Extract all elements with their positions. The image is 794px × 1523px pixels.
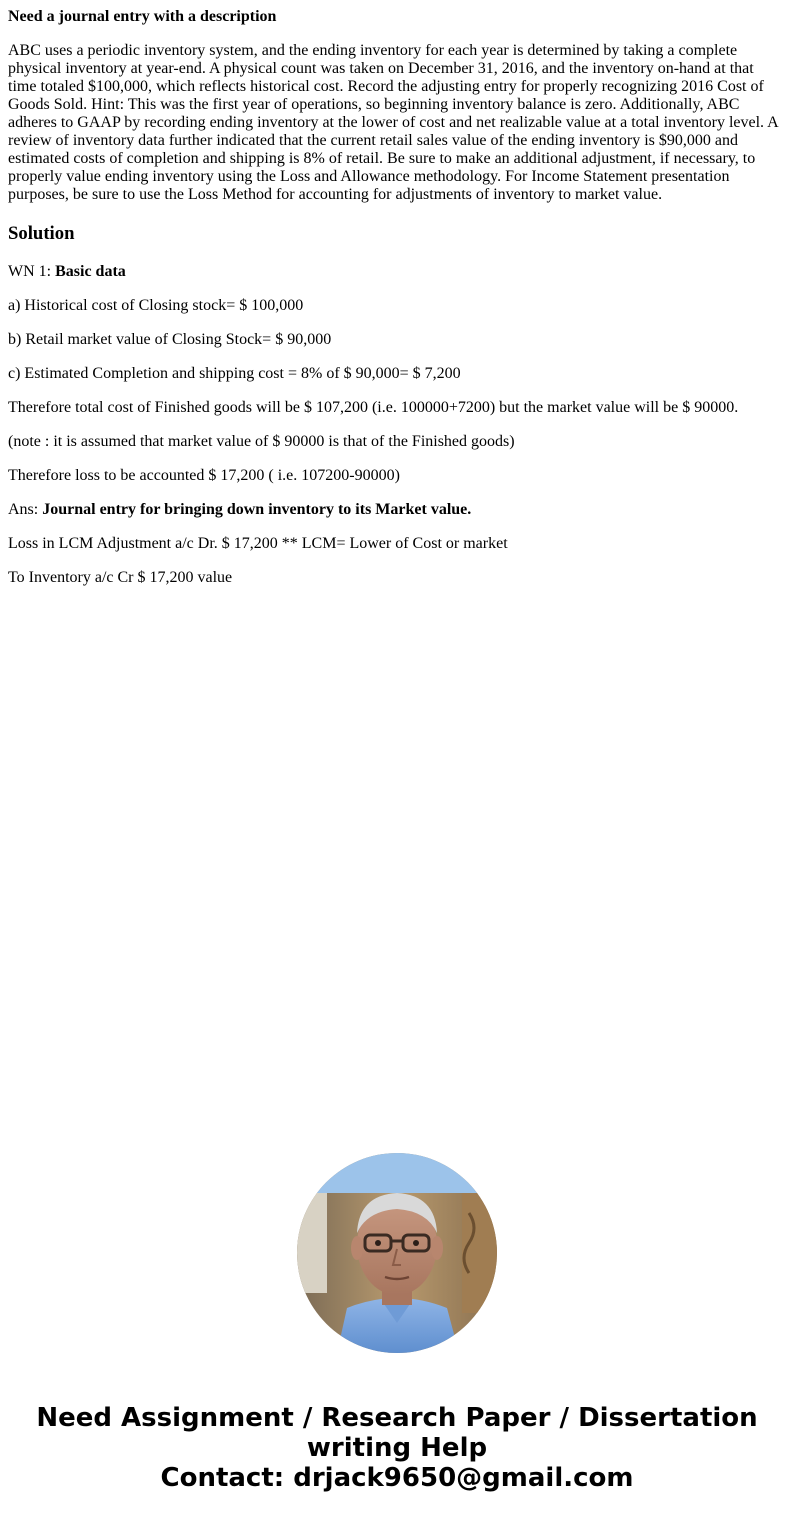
answer-title: Journal entry for bringing down inventory to its Market value. — [42, 501, 472, 518]
answer-prefix: Ans: — [8, 501, 43, 518]
answer-heading — [8, 501, 786, 519]
document-content — [8, 0, 786, 587]
solution-heading: Solution — [8, 223, 75, 244]
solution-line-b: b) Retail market value of Closing Stock= $ 90,000 — [8, 331, 332, 348]
solution-line-note: (note : it is assumed that market value of $ 90000 is that of the Finished goods) — [8, 433, 515, 450]
working-note-title: Basic data — [55, 263, 126, 280]
solution-line-loss: Therefore loss to be accounted $ 17,200 ( i.e. 107200-90000) — [8, 467, 400, 484]
footer-line-2: writing Help — [306, 1433, 488, 1463]
footer-line-1: Need Assignment / Research Paper / Dissertation — [36, 1403, 758, 1433]
working-note-prefix: WN 1: — [8, 263, 56, 280]
question-title: Need a journal entry with a description — [8, 8, 277, 25]
solution-line-a: a) Historical cost of Closing stock= $ 100,000 — [8, 297, 304, 314]
author-portrait-icon — [297, 1153, 497, 1353]
journal-entry-credit: To Inventory a/c Cr $ 17,200 value — [8, 569, 233, 586]
footer-contact-email: Contact: drjack9650@gmail.com — [160, 1463, 634, 1493]
solution-line-c: c) Estimated Completion and shipping cost = 8% of $ 90,000= $ 7,200 — [8, 365, 461, 382]
journal-entry-debit: Loss in LCM Adjustment a/c Dr. $ 17,200 ** LCM= Lower of Cost or market — [8, 535, 508, 552]
question-body: ABC uses a periodic inventory system, and the ending inventory for each year is determined by taking a complete physical inventory at year-end. A physical count was taken on December 31, 2016, and the inventory on-hand at that time totaled $100,000, which reflects historical cost. Record the adjusting entry for properly recognizing 2016 Cost of Goods Sold. Hint: This was the first year of operations, so beginning inventory balance is zero. Additionally, ABC adheres to GAAP by recording ending inventory at the lower of cost and net realizable value at a total inventory level. A review of inventory data further indicated that the current retail sales value of the ending inventory is $90,000 and estimated costs of completion and shipping is 8% of retail. Be sure to make an additional adjustment, if necessary, to properly value ending inventory using the Loss and Allowance methodology. For Income Statement presentation purposes, be sure to use the Loss Method for accounting for adjustments of inventory to market value. — [8, 42, 778, 203]
footer-contact — [0, 1403, 794, 1493]
working-note-heading — [8, 263, 786, 281]
solution-line-total: Therefore total cost of Finished goods will be $ 107,200 (i.e. 100000+7200) but the market value will be $ 90000. — [8, 399, 739, 416]
